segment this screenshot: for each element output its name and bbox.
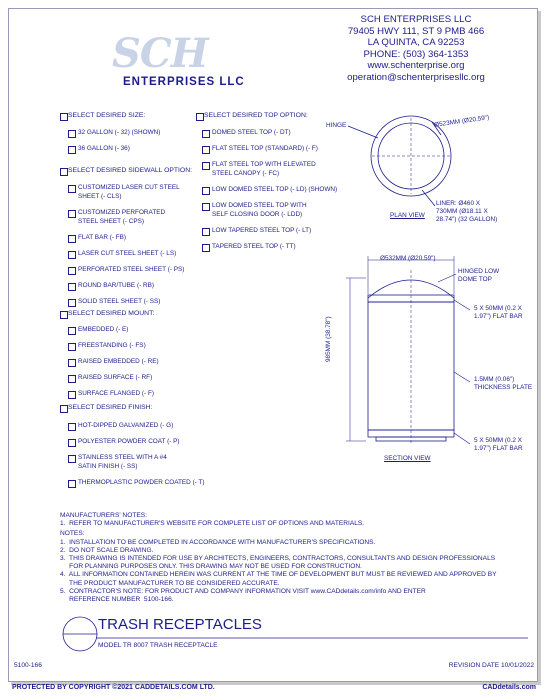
mfr-notes-heading: MANUFACTURERS' NOTES: <box>60 512 147 519</box>
phone: PHONE: (503) 364-1353 <box>363 48 469 60</box>
revision-date: REVISION DATE 10/01/2022 <box>448 662 534 669</box>
mount-option-checkbox[interactable] <box>68 375 76 383</box>
size-option-label: 36 GALLON (- 36) <box>78 145 130 152</box>
sidewall-heading: SELECT DESIRED SIDEWALL OPTION: <box>68 167 193 174</box>
sidewall-option-label: FLAT BAR (- FB) <box>78 234 127 241</box>
top-option-label: TAPERED STEEL TOP (- TT) <box>212 243 296 250</box>
sidewall-option-label: PERFORATED STEEL SHEET (- PS) <box>78 266 185 273</box>
size-heading-checkbox[interactable] <box>60 113 68 121</box>
mount-option-checkbox[interactable] <box>68 359 76 367</box>
flat-bar-bottom-line-1: 5 X 50MM (0.2 X <box>474 437 522 444</box>
hinge-leader <box>348 126 378 138</box>
section-view-label: SECTION VIEW <box>384 455 431 462</box>
flat-bar-top-callout <box>474 305 523 321</box>
contact-block <box>306 14 526 84</box>
sidewall-option-checkbox[interactable] <box>68 251 76 259</box>
top-option-checkbox[interactable] <box>202 162 210 170</box>
size-option-label: 32 GALLON (- 32) (SHOWN) <box>78 129 161 136</box>
sidewall-option-checkbox[interactable] <box>68 235 76 243</box>
sidewall-option-checkbox[interactable] <box>68 210 76 218</box>
sidewall-option-checkbox[interactable] <box>68 283 76 291</box>
sidewall-option-label: ROUND BAR/TUBE (- RB) <box>78 282 154 289</box>
hinge-callout: HINGE <box>326 122 347 129</box>
mount-heading-checkbox[interactable] <box>60 311 68 319</box>
plan-view-label: PLAN VIEW <box>390 212 425 219</box>
note-line: 3. THIS DRAWING IS INTENDED FOR USE BY ARCHITECTS, ENGINEERS, CONTRACTORS, CONSULTANTS AND DESIGN PROFESSIONALS <box>60 555 496 563</box>
mount-option-label: RAISED EMBEDDED (- RE) <box>78 358 159 365</box>
top-option-checkbox[interactable] <box>202 187 210 195</box>
flat-bar-top-line-1: 5 X 50MM (0.2 X <box>474 305 522 312</box>
mount-option-checkbox[interactable] <box>68 343 76 351</box>
size-heading: SELECT DESIRED SIZE: <box>68 112 146 119</box>
logo-name: ENTERPRISES LLC <box>123 76 245 88</box>
mount-option-label: EMBEDDED (- E) <box>78 326 129 333</box>
liner-line-2: 730MM (Ø18.11 X <box>436 208 488 215</box>
sidewall-option-label: STEEL SHEET (- CPS) <box>78 218 145 225</box>
mount-option-label: SURFACE FLANGED (- F) <box>78 390 154 397</box>
top-option-label: FLAT STEEL TOP WITH ELEVATED <box>212 161 316 168</box>
mount-option-label: FREESTANDING (- FS) <box>78 342 146 349</box>
finish-heading: SELECT DESIRED FINISH: <box>68 404 153 411</box>
finish-option-label: SATIN FINISH (- SS) <box>78 463 138 470</box>
sidewall-option-label: CUSTOMIZED PERFORATED <box>78 209 166 216</box>
company-logo: SCH <box>112 30 208 77</box>
mount-option-checkbox[interactable] <box>68 327 76 335</box>
liner-line-3: 28.74") (32 GALLON) <box>436 216 498 223</box>
notes-block <box>60 512 520 604</box>
plate-line-1: 1.5MM (0.06") <box>474 376 515 383</box>
flat-bar-bottom-callout <box>474 437 523 453</box>
reference-number: 5100-166 <box>14 662 42 669</box>
section-height-dimension: 985MM (38.78") <box>325 316 332 362</box>
flat-bar-top-line-2: 1.97") FLAT BAR <box>474 313 523 320</box>
hinged-top-line-1: HINGED LOW <box>458 268 500 275</box>
finish-option-checkbox[interactable] <box>68 480 76 488</box>
finish-option-label: THERMOPLASTIC POWDER COATED (- T) <box>78 479 205 486</box>
section-top-dimension: Ø532MM (Ø20.59") <box>380 255 436 262</box>
sidewall-option-checkbox[interactable] <box>68 299 76 307</box>
top-option-label: STEEL CANOPY (- FC) <box>212 170 280 177</box>
notes-list <box>60 539 520 605</box>
note-line: REFERENCE NUMBER 5100-166. <box>60 596 174 604</box>
liner-callout <box>436 200 497 224</box>
copyright: PROTECTED BY COPYRIGHT ©2021 CADDETAILS.COM LTD. <box>12 684 215 691</box>
notes-heading: NOTES: <box>60 530 85 538</box>
finish-option-label: HOT-DIPPED GALVANIZED (- G) <box>78 422 174 429</box>
drawing-title: TRASH RECEPTACLES <box>98 616 262 633</box>
sidewall-option-label: SOLID STEEL SHEET (- SS) <box>78 298 161 305</box>
top-option-label: DOMED STEEL TOP (- DT) <box>212 129 291 136</box>
sidewall-option-label: LASER CUT STEEL SHEET (- LS) <box>78 250 177 257</box>
size-option-checkbox[interactable] <box>68 146 76 154</box>
note-line: 1. INSTALLATION TO BE COMPLETED IN ACCORDANCE WITH MANUFACTURER'S SPECIFICATIONS. <box>60 538 376 546</box>
flat-bar-bottom-line-2: 1.97") FLAT BAR <box>474 445 523 452</box>
top-option-label: LOW DOMED STEEL TOP WITH <box>212 202 307 209</box>
top-option-label: FLAT STEEL TOP (STANDARD) (- F) <box>212 145 318 152</box>
hinged-top-callout <box>458 268 499 284</box>
top-option-label: LOW TAPERED STEEL TOP (- LT) <box>212 227 312 234</box>
sidewall-heading-checkbox[interactable] <box>60 168 68 176</box>
top-option-checkbox[interactable] <box>202 244 210 252</box>
top-option-label: LOW DOMED STEEL TOP (- LD) (SHOWN) <box>212 186 338 193</box>
top-heading-checkbox[interactable] <box>196 113 204 121</box>
note-line: FOR PLANNING PURPOSES ONLY. THIS DRAWING MAY NOT BE USED FOR CONSTRUCTION. <box>60 563 363 571</box>
address-line-1: 79405 HWY 111, ST 9 PMB 466 <box>347 25 485 37</box>
top-option-checkbox[interactable] <box>202 146 210 154</box>
email-link[interactable]: operation@schenterprisesllc.org <box>347 71 485 83</box>
drawing-views <box>300 110 536 490</box>
model-name: MODEL TR 8007 TRASH RECEPTACLE <box>98 642 218 649</box>
mount-heading: SELECT DESIRED MOUNT: <box>68 310 155 317</box>
hinged-top-line-2: DOME TOP <box>458 276 492 283</box>
plate-callout <box>474 376 532 392</box>
mount-option-label: RAISED SURFACE (- RF) <box>78 374 153 381</box>
note-line: THE PRODUCT MANUFACTURER TO BE CONSIDERED ACCURATE. <box>60 579 280 587</box>
top-option-checkbox[interactable] <box>202 203 210 211</box>
finish-option-checkbox[interactable] <box>68 439 76 447</box>
sidewall-option-checkbox[interactable] <box>68 267 76 275</box>
size-option-checkbox[interactable] <box>68 130 76 138</box>
mfr-note-1: 1. REFER TO MANUFACTURER'S WEBSITE FOR COMPLETE LIST OF OPTIONS AND MATERIALS. <box>60 520 365 528</box>
top-option-checkbox[interactable] <box>202 130 210 138</box>
finish-option-label: POLYESTER POWDER COAT (- P) <box>78 438 180 445</box>
note-line: 5. CONTRACTOR'S NOTE: FOR PRODUCT AND COMPANY INFORMATION VISIT www.CADdetails.com/info AND ENTER <box>60 587 426 595</box>
top-heading: SELECT DESIRED TOP OPTION: <box>204 112 308 119</box>
website-link[interactable]: www.schenterprise.org <box>367 60 465 72</box>
plate-line-2: THICKNESS PLATE <box>474 384 533 391</box>
plan-diameter-callout: Ø523MM (Ø20.59") <box>433 114 490 129</box>
liner-line-1: LINER: Ø460 X <box>436 200 481 207</box>
finish-option-checkbox[interactable] <box>68 455 76 463</box>
caddetails-link[interactable]: CADdetails.com <box>482 684 536 691</box>
mount-option-checkbox[interactable] <box>68 391 76 399</box>
finish-heading-checkbox[interactable] <box>60 405 68 413</box>
note-line: 2. DO NOT SCALE DRAWING. <box>60 546 154 554</box>
sidewall-option-checkbox[interactable] <box>68 185 76 193</box>
sidewall-option-label: CUSTOMIZED LASER CUT STEEL <box>78 184 180 191</box>
company-name: SCH ENTERPRISES LLC <box>360 14 472 25</box>
top-option-checkbox[interactable] <box>202 228 210 236</box>
note-line: 4. ALL INFORMATION CONTAINED HEREIN WAS CURRENT AT THE TIME OF DEVELOPMENT BUT MUST BE REVIEWED AND APPROVED BY <box>60 571 497 579</box>
finish-option-checkbox[interactable] <box>68 423 76 431</box>
top-option-label: SELF CLOSING DOOR (- LDD) <box>212 211 303 218</box>
finish-option-label: STAINLESS STEEL WITH A #4 <box>78 454 167 461</box>
address-line-2: LA QUINTA, CA 92253 <box>367 37 465 49</box>
sidewall-option-label: SHEET (- CLS) <box>78 193 122 200</box>
